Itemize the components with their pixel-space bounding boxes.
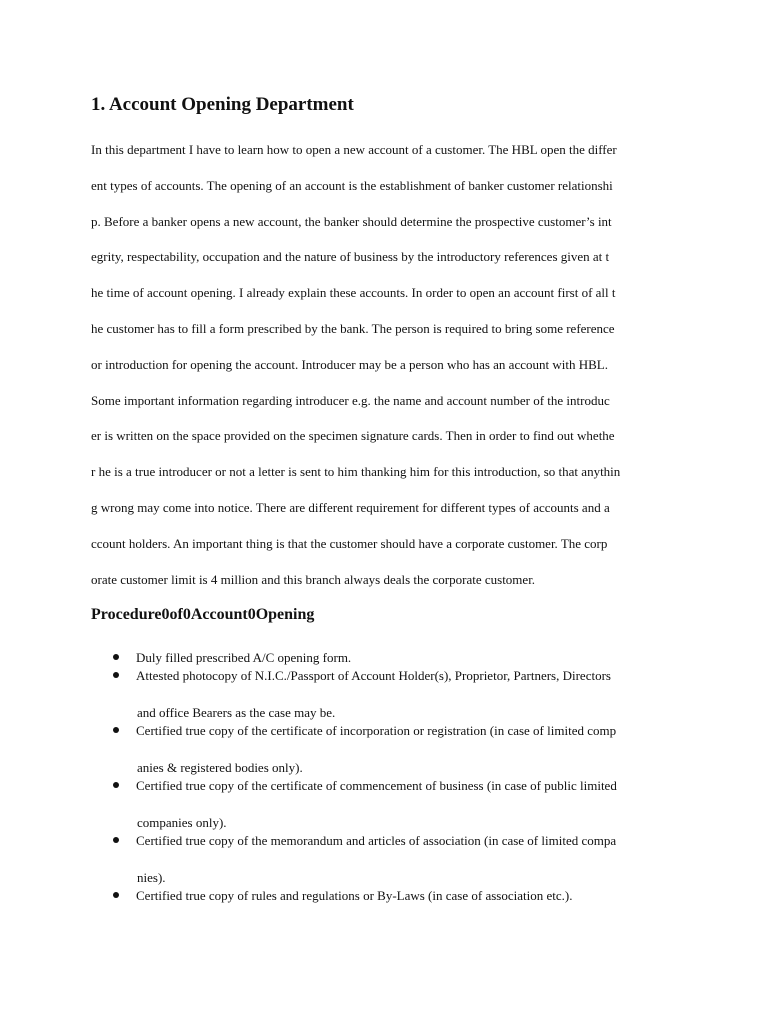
list-item [0,886,768,904]
procedure-heading: Procedure0of0Account0Opening [91,606,315,623]
paragraph-line: he time of account opening. I already explain these accounts. In order to open an account first of all t [91,285,616,301]
bullet-icon [113,782,119,788]
list-item-text: Duly filled prescribed A/C opening form. [136,650,352,665]
paragraph-line: In this department I have to learn how to open a new account of a customer. The HBL open the differ [91,142,617,157]
list-item [0,721,768,776]
bullet-icon [113,672,119,678]
list-item-text: Attested photocopy of N.I.C./Passport of Account Holder(s), Proprietor, Partners, Directors [136,668,611,683]
section-heading: 1. Account Opening Department [91,94,354,115]
list-item-text-continued: companies only). [137,815,227,830]
list-item [0,648,768,666]
list-item-text-continued: and office Bearers as the case may be. [137,705,336,720]
list-item-text: Certified true copy of the certificate of commencement of business (in case of public limited [136,778,617,793]
list-item-text: Certified true copy of the certificate of incorporation or registration (in case of limited comp [136,723,617,738]
list-item [0,666,768,721]
paragraph-line: he customer has to fill a form prescribed by the bank. The person is required to bring some reference [91,320,615,336]
paragraph-line: g wrong may come into notice. There are different requirement for different types of accounts and a [91,499,610,515]
list-item-text-continued: nies). [137,870,166,885]
paragraph-line: egrity, respectability, occupation and the nature of business by the introductory references given at t [91,249,610,265]
list-item-text: Certified true copy of rules and regulations or By-Laws (in case of association etc.). [136,888,573,903]
intro-paragraph [91,140,691,605]
paragraph-line: ccount holders. An important thing is that the customer should have a corporate customer. The corp [91,535,608,551]
paragraph-line: p. Before a banker opens a new account, the banker should determine the prospective customer’s int [91,213,612,229]
list-item-text: Certified true copy of the memorandum and articles of association (in case of limited compa [136,833,617,848]
list-item [0,831,768,886]
paragraph-line: or introduction for opening the account. Introducer may be a person who has an account with HBL. [91,356,608,372]
bullet-icon [113,837,119,843]
paragraph-line: ent types of accounts. The opening of an account is the establishment of banker customer relationshi [91,177,613,193]
requirements-list [0,648,768,904]
paragraph-line: r he is a true introducer or not a letter is sent to him thanking him for this introduction, so that anythin [91,464,621,480]
paragraph-line: orate customer limit is 4 million and this branch always deals the corporate customer. [91,571,536,587]
bullet-icon [113,654,119,660]
paragraph-line: er is written on the space provided on the specimen signature cards. Then in order to find out whethe [91,428,615,444]
paragraph-line: Some important information regarding introducer e.g. the name and account number of the introduc [91,392,610,408]
bullet-icon [113,727,119,733]
list-item-text-continued: anies & registered bodies only). [137,760,303,775]
bullet-icon [113,892,119,898]
list-item [0,776,768,831]
